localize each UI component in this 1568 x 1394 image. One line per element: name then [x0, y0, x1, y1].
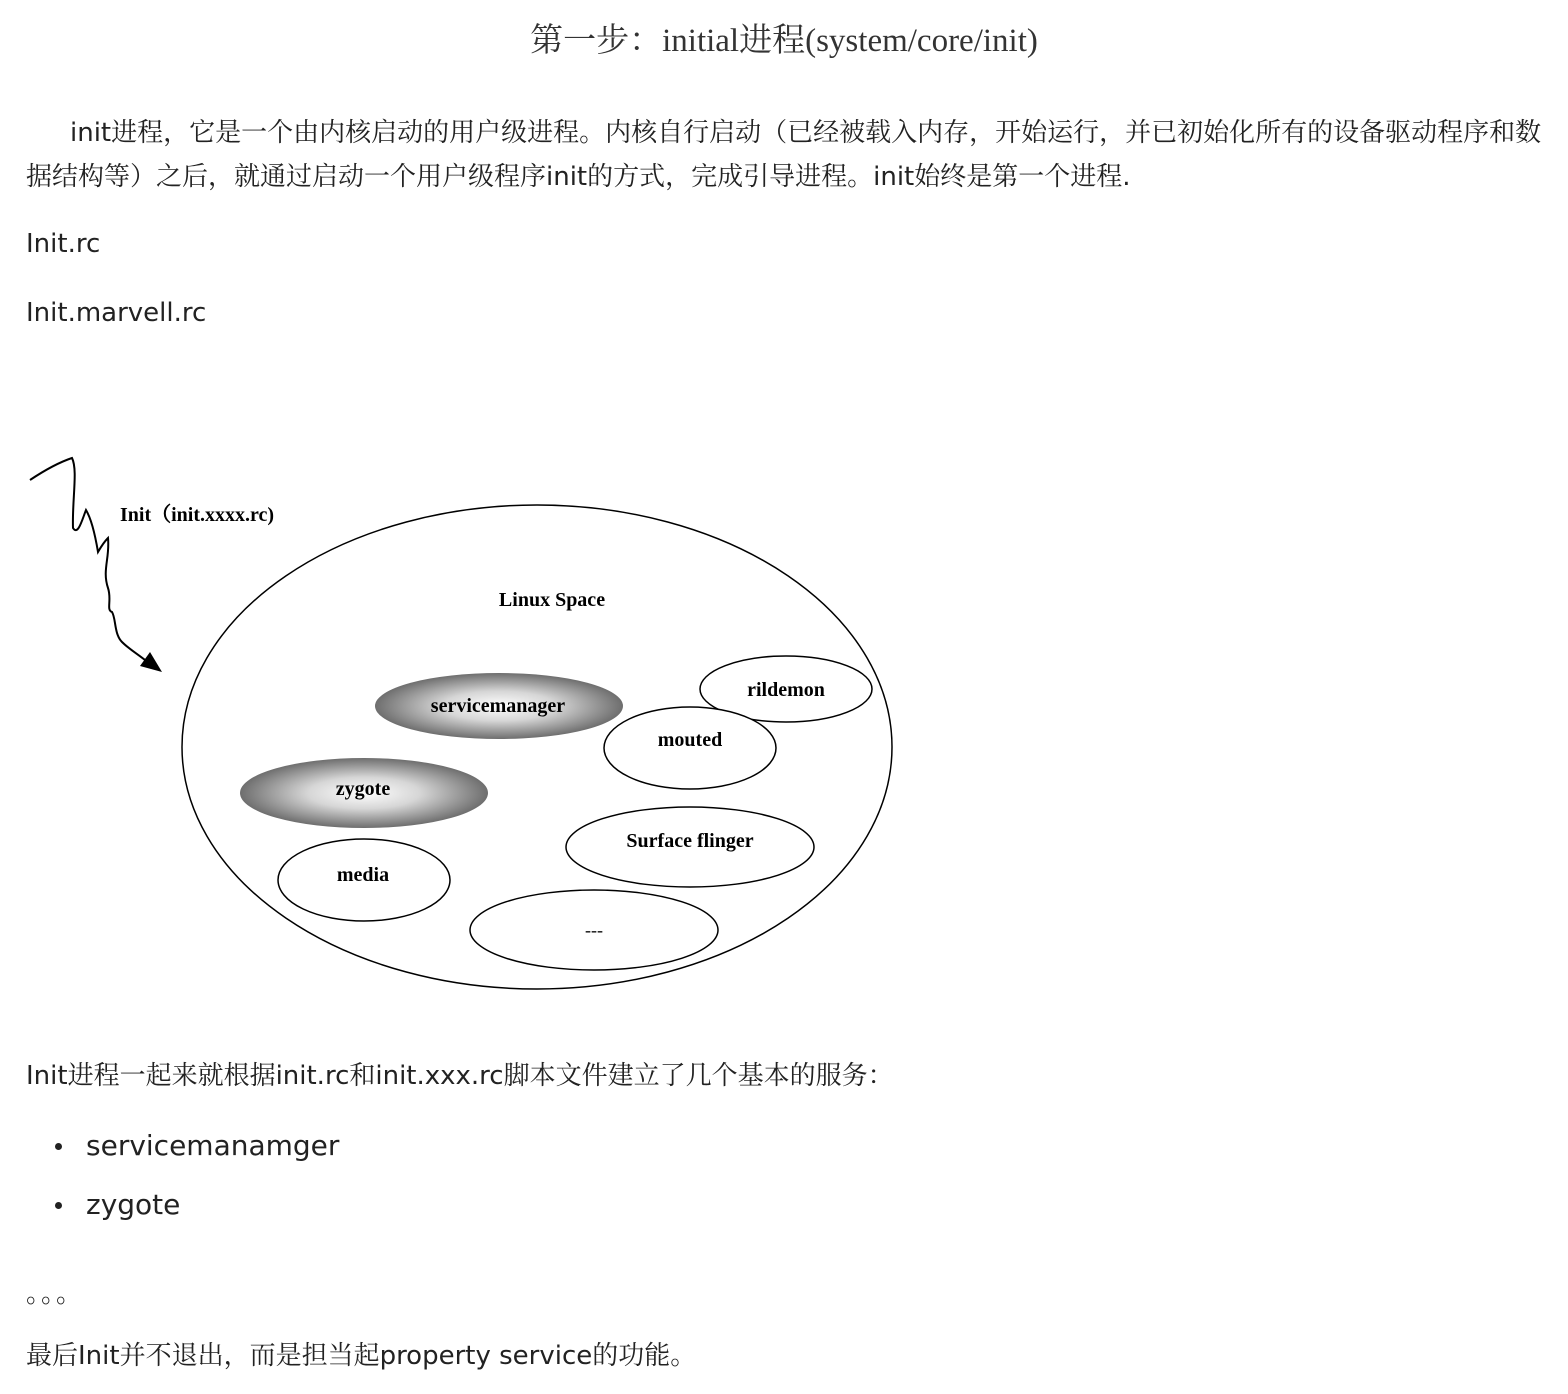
mouted-label: mouted — [657, 729, 723, 751]
arrow-label: Init（init.xxxx.rc) — [120, 504, 275, 526]
bullet-icon — [55, 1143, 62, 1150]
service-name: servicemanamger — [86, 1129, 340, 1162]
linux-space-label: Linux Space — [498, 589, 606, 611]
rildemon-label: rildemon — [747, 679, 825, 701]
service-name: zygote — [86, 1188, 181, 1221]
file-init-rc: Init.rc — [26, 229, 101, 259]
media-label: media — [336, 864, 390, 886]
servicemanager-label: servicemanager — [430, 695, 566, 717]
arrowhead-icon — [140, 652, 162, 672]
intro-paragraph: init进程，它是一个由内核启动的用户级进程。内核自行启动（已经被载入内存，开始运行，并已初始化所有的设备驱动程序和数据结构等）之后，就通过启动一个用户级程序init的方式，完成引导进程。init始终是第一个进程. — [26, 118, 1542, 192]
zygote-label: zygote — [335, 778, 391, 800]
services-list — [86, 1124, 339, 1242]
surface-flinger-label: Surface flinger — [626, 830, 754, 852]
closing-paragraph: 最后Init并不退出，而是担当起property service的功能。 — [26, 1341, 697, 1371]
ellipsis-label: --- — [585, 920, 603, 940]
list-item — [86, 1124, 339, 1183]
services-intro: Init进程一起来就根据init.rc和init.xxx.rc脚本文件建立了几个基本的服务： — [26, 1061, 894, 1091]
init-process-diagram — [0, 440, 1000, 1010]
list-item — [86, 1183, 339, 1242]
lightning-arrow-icon — [30, 458, 150, 664]
file-init-marvell-rc: Init.marvell.rc — [26, 298, 207, 328]
bullet-icon — [55, 1202, 62, 1209]
page-title: 第一步：initial进程(system/core/init) — [530, 23, 1038, 59]
ellipsis-text: 。。。 — [26, 1279, 85, 1309]
